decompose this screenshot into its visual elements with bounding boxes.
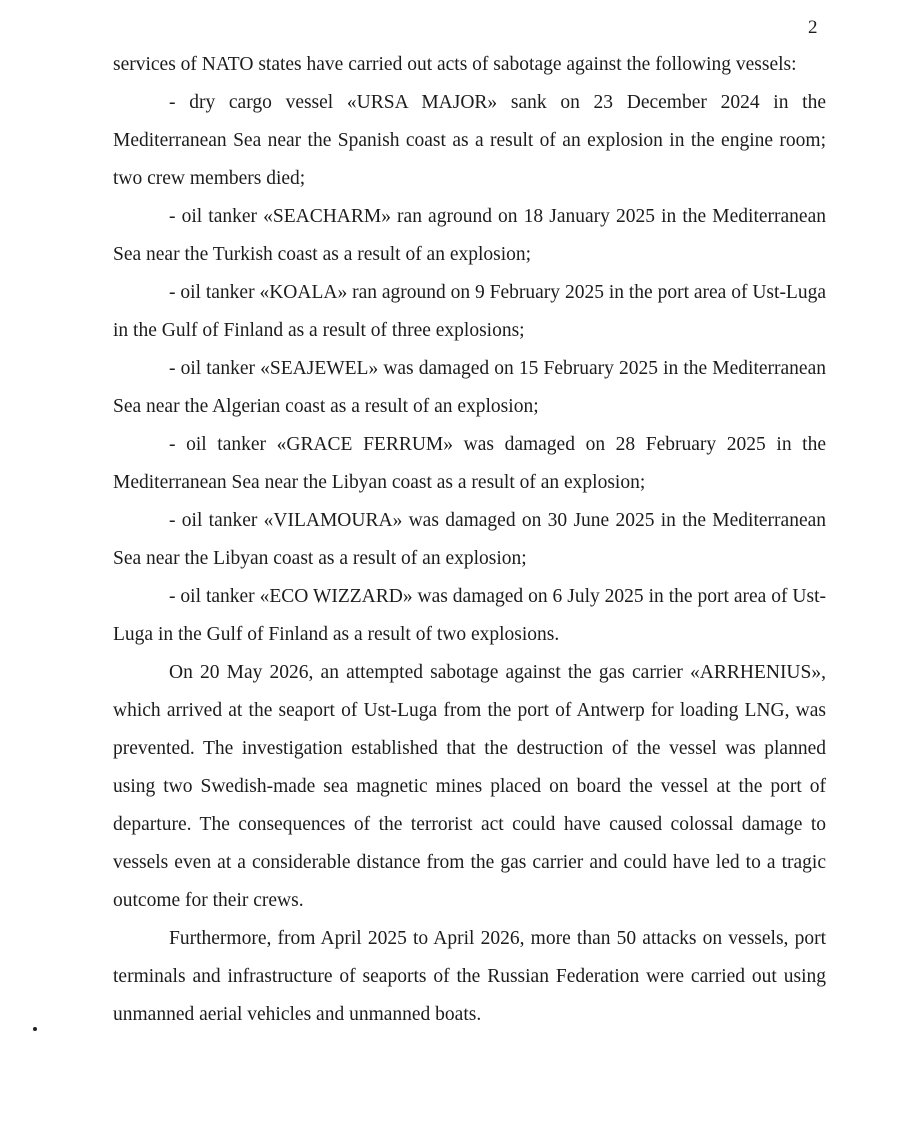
- list-item-grace-ferrum: - oil tanker «GRACE FERRUM» was damaged on 28 February 2025 in the Mediterranean Sea near the Libyan coast as a result of an explosion;: [113, 434, 826, 493]
- list-item-ursa-major: - dry cargo vessel «URSA MAJOR» sank on 23 December 2024 in the Mediterranean Sea near the Spanish coast as a result of an explosion in the engine room; two crew members died;: [113, 92, 826, 189]
- paragraph-arrhenius: On 20 May 2026, an attempted sabotage against the gas carrier «ARRHENIUS», which arrived at the seaport of Ust-Luga from the port of Antwerp for loading LNG, was prevented. The investigation established that the destruction of the vessel was planned using two Swedish-made sea magnetic mines placed on board the vessel at the port of departure. The consequences of the terrorist act could have caused colossal damage to vessels even at a considerable distance from the gas carrier and could have led to a tragic outcome for their crews.: [113, 662, 826, 911]
- list-item-koala: - oil tanker «KOALA» ran aground on 9 February 2025 in the port area of Ust-Luga in the Gulf of Finland as a result of three explosions;: [113, 282, 826, 341]
- list-item-seajewel: - oil tanker «SEAJEWEL» was damaged on 15 February 2025 in the Mediterranean Sea near the Algerian coast as a result of an explosion;: [113, 358, 826, 417]
- paragraph-attacks-summary: Furthermore, from April 2025 to April 2026, more than 50 attacks on vessels, port terminals and infrastructure of seaports of the Russian Federation were carried out using unmanned aerial vehicles and unmanned boats.: [113, 928, 826, 1025]
- list-item-vilamoura: - oil tanker «VILAMOURA» was damaged on 30 June 2025 in the Mediterranean Sea near the Libyan coast as a result of an explosion;: [113, 510, 826, 569]
- list-item-eco-wizzard: - oil tanker «ECO WIZZARD» was damaged on 6 July 2025 in the port area of Ust-Luga in the Gulf of Finland as a result of two explosions.: [113, 586, 826, 645]
- document-body: [113, 46, 826, 1034]
- scan-speck: [33, 1027, 37, 1031]
- list-item-seacharm: - oil tanker «SEACHARM» ran aground on 18 January 2025 in the Mediterranean Sea near the Turkish coast as a result of an explosion;: [113, 206, 826, 265]
- page-number: 2: [808, 17, 818, 38]
- paragraph-continuation: services of NATO states have carried out acts of sabotage against the following vessels:: [113, 54, 797, 75]
